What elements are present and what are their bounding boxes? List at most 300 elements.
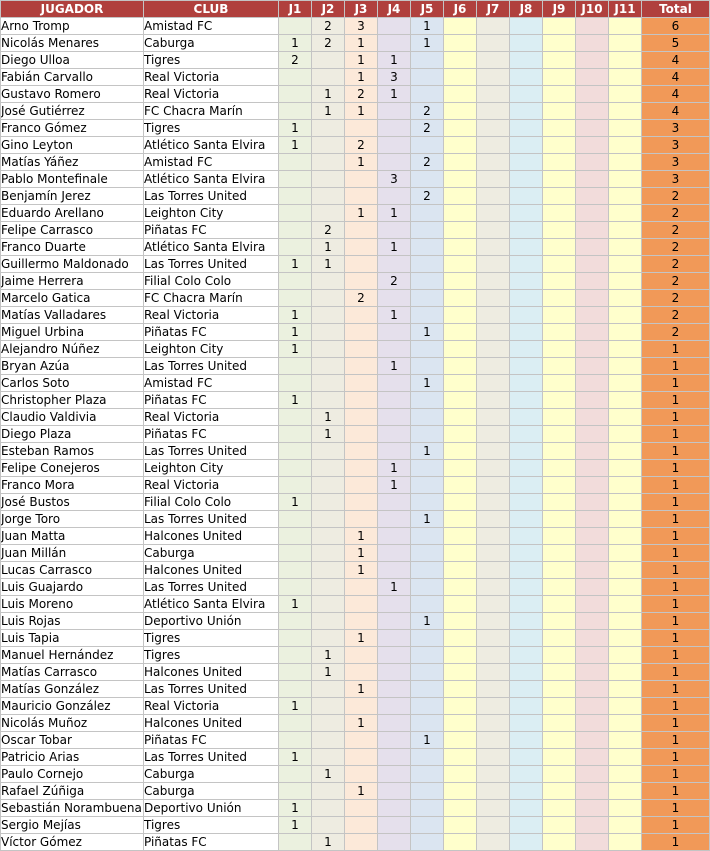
round-j11-cell[interactable] <box>609 545 642 562</box>
player-cell[interactable]: Franco Gómez <box>1 120 144 137</box>
round-j2-cell[interactable] <box>312 392 345 409</box>
round-j9-cell[interactable] <box>543 732 576 749</box>
round-j8-cell[interactable] <box>510 273 543 290</box>
round-j1-cell[interactable] <box>279 613 312 630</box>
player-cell[interactable]: Carlos Soto <box>1 375 144 392</box>
round-j8-cell[interactable] <box>510 715 543 732</box>
round-j7-cell[interactable] <box>477 783 510 800</box>
round-j4-cell[interactable]: 1 <box>378 579 411 596</box>
round-j3-cell[interactable]: 1 <box>345 205 378 222</box>
round-j4-cell[interactable] <box>378 817 411 834</box>
round-j5-cell[interactable] <box>411 171 444 188</box>
round-j6-cell[interactable] <box>444 460 477 477</box>
round-j2-cell[interactable] <box>312 494 345 511</box>
total-cell[interactable]: 1 <box>642 528 710 545</box>
round-j8-cell[interactable] <box>510 392 543 409</box>
round-j11-cell[interactable] <box>609 732 642 749</box>
player-cell[interactable]: Franco Duarte <box>1 239 144 256</box>
round-j7-cell[interactable] <box>477 324 510 341</box>
round-j1-cell[interactable] <box>279 205 312 222</box>
round-j10-cell[interactable] <box>576 188 609 205</box>
club-cell[interactable]: Caburga <box>144 545 279 562</box>
round-j1-cell[interactable] <box>279 154 312 171</box>
round-j3-cell[interactable] <box>345 613 378 630</box>
round-j6-cell[interactable] <box>444 273 477 290</box>
round-j11-cell[interactable] <box>609 749 642 766</box>
total-cell[interactable]: 1 <box>642 800 710 817</box>
club-cell[interactable]: Real Victoria <box>144 477 279 494</box>
round-j10-cell[interactable] <box>576 103 609 120</box>
round-j7-cell[interactable] <box>477 800 510 817</box>
round-j6-cell[interactable] <box>444 341 477 358</box>
round-j11-cell[interactable] <box>609 35 642 52</box>
total-cell[interactable]: 6 <box>642 18 710 35</box>
round-j9-cell[interactable] <box>543 766 576 783</box>
header-j5[interactable]: J5 <box>411 1 444 18</box>
round-j6-cell[interactable] <box>444 392 477 409</box>
round-j3-cell[interactable] <box>345 358 378 375</box>
club-cell[interactable]: Deportivo Unión <box>144 800 279 817</box>
club-cell[interactable]: Las Torres United <box>144 749 279 766</box>
round-j5-cell[interactable]: 1 <box>411 324 444 341</box>
club-cell[interactable]: Real Victoria <box>144 307 279 324</box>
round-j11-cell[interactable] <box>609 69 642 86</box>
total-cell[interactable]: 3 <box>642 154 710 171</box>
round-j5-cell[interactable] <box>411 52 444 69</box>
round-j7-cell[interactable] <box>477 137 510 154</box>
total-cell[interactable]: 5 <box>642 35 710 52</box>
round-j1-cell[interactable] <box>279 222 312 239</box>
round-j11-cell[interactable] <box>609 647 642 664</box>
round-j6-cell[interactable] <box>444 477 477 494</box>
round-j9-cell[interactable] <box>543 409 576 426</box>
round-j3-cell[interactable] <box>345 392 378 409</box>
club-cell[interactable]: Real Victoria <box>144 69 279 86</box>
round-j1-cell[interactable] <box>279 630 312 647</box>
round-j2-cell[interactable] <box>312 477 345 494</box>
round-j6-cell[interactable] <box>444 834 477 851</box>
player-cell[interactable]: Juan Matta <box>1 528 144 545</box>
round-j6-cell[interactable] <box>444 188 477 205</box>
round-j6-cell[interactable] <box>444 698 477 715</box>
round-j3-cell[interactable] <box>345 647 378 664</box>
round-j11-cell[interactable] <box>609 205 642 222</box>
round-j10-cell[interactable] <box>576 511 609 528</box>
round-j9-cell[interactable] <box>543 494 576 511</box>
round-j5-cell[interactable]: 1 <box>411 613 444 630</box>
round-j8-cell[interactable] <box>510 205 543 222</box>
round-j4-cell[interactable]: 2 <box>378 273 411 290</box>
round-j10-cell[interactable] <box>576 341 609 358</box>
round-j1-cell[interactable] <box>279 562 312 579</box>
club-cell[interactable]: Halcones United <box>144 528 279 545</box>
round-j8-cell[interactable] <box>510 409 543 426</box>
round-j4-cell[interactable] <box>378 681 411 698</box>
round-j8-cell[interactable] <box>510 222 543 239</box>
club-cell[interactable]: FC Chacra Marín <box>144 103 279 120</box>
round-j7-cell[interactable] <box>477 494 510 511</box>
round-j1-cell[interactable]: 1 <box>279 256 312 273</box>
player-cell[interactable]: José Bustos <box>1 494 144 511</box>
header-club[interactable]: CLUB <box>144 1 279 18</box>
player-cell[interactable]: Luis Guajardo <box>1 579 144 596</box>
round-j6-cell[interactable] <box>444 409 477 426</box>
round-j6-cell[interactable] <box>444 681 477 698</box>
round-j4-cell[interactable] <box>378 120 411 137</box>
round-j2-cell[interactable] <box>312 137 345 154</box>
round-j7-cell[interactable] <box>477 698 510 715</box>
round-j10-cell[interactable] <box>576 392 609 409</box>
round-j6-cell[interactable] <box>444 154 477 171</box>
round-j8-cell[interactable] <box>510 375 543 392</box>
total-cell[interactable]: 1 <box>642 460 710 477</box>
round-j5-cell[interactable]: 1 <box>411 375 444 392</box>
round-j9-cell[interactable] <box>543 341 576 358</box>
player-cell[interactable]: Fabián Carvallo <box>1 69 144 86</box>
player-cell[interactable]: Nicolás Menares <box>1 35 144 52</box>
round-j7-cell[interactable] <box>477 477 510 494</box>
round-j5-cell[interactable]: 1 <box>411 18 444 35</box>
round-j3-cell[interactable]: 1 <box>345 562 378 579</box>
round-j11-cell[interactable] <box>609 800 642 817</box>
total-cell[interactable]: 1 <box>642 783 710 800</box>
round-j10-cell[interactable] <box>576 256 609 273</box>
round-j4-cell[interactable] <box>378 494 411 511</box>
round-j3-cell[interactable] <box>345 341 378 358</box>
round-j5-cell[interactable] <box>411 494 444 511</box>
round-j9-cell[interactable] <box>543 664 576 681</box>
club-cell[interactable]: Tigres <box>144 630 279 647</box>
round-j6-cell[interactable] <box>444 69 477 86</box>
round-j11-cell[interactable] <box>609 562 642 579</box>
round-j11-cell[interactable] <box>609 460 642 477</box>
round-j5-cell[interactable] <box>411 562 444 579</box>
round-j9-cell[interactable] <box>543 817 576 834</box>
round-j3-cell[interactable] <box>345 664 378 681</box>
round-j10-cell[interactable] <box>576 460 609 477</box>
total-cell[interactable]: 4 <box>642 103 710 120</box>
round-j4-cell[interactable]: 1 <box>378 477 411 494</box>
round-j1-cell[interactable] <box>279 69 312 86</box>
round-j7-cell[interactable] <box>477 392 510 409</box>
round-j11-cell[interactable] <box>609 273 642 290</box>
total-cell[interactable]: 1 <box>642 630 710 647</box>
round-j3-cell[interactable] <box>345 273 378 290</box>
round-j4-cell[interactable] <box>378 732 411 749</box>
club-cell[interactable]: Las Torres United <box>144 511 279 528</box>
round-j2-cell[interactable] <box>312 715 345 732</box>
round-j5-cell[interactable] <box>411 698 444 715</box>
round-j9-cell[interactable] <box>543 290 576 307</box>
round-j9-cell[interactable] <box>543 681 576 698</box>
round-j3-cell[interactable] <box>345 698 378 715</box>
round-j10-cell[interactable] <box>576 307 609 324</box>
round-j1-cell[interactable]: 1 <box>279 698 312 715</box>
total-cell[interactable]: 2 <box>642 290 710 307</box>
round-j6-cell[interactable] <box>444 324 477 341</box>
round-j3-cell[interactable] <box>345 800 378 817</box>
round-j4-cell[interactable] <box>378 562 411 579</box>
round-j1-cell[interactable] <box>279 545 312 562</box>
round-j8-cell[interactable] <box>510 596 543 613</box>
total-cell[interactable]: 2 <box>642 256 710 273</box>
round-j1-cell[interactable]: 1 <box>279 35 312 52</box>
club-cell[interactable]: Tigres <box>144 817 279 834</box>
round-j11-cell[interactable] <box>609 256 642 273</box>
round-j10-cell[interactable] <box>576 766 609 783</box>
round-j4-cell[interactable] <box>378 596 411 613</box>
round-j9-cell[interactable] <box>543 528 576 545</box>
round-j9-cell[interactable] <box>543 86 576 103</box>
round-j11-cell[interactable] <box>609 426 642 443</box>
round-j4-cell[interactable]: 3 <box>378 171 411 188</box>
round-j10-cell[interactable] <box>576 120 609 137</box>
header-player[interactable]: JUGADOR <box>1 1 144 18</box>
round-j3-cell[interactable]: 2 <box>345 137 378 154</box>
round-j8-cell[interactable] <box>510 613 543 630</box>
club-cell[interactable]: Piñatas FC <box>144 222 279 239</box>
round-j2-cell[interactable] <box>312 171 345 188</box>
total-cell[interactable]: 1 <box>642 647 710 664</box>
round-j7-cell[interactable] <box>477 664 510 681</box>
total-cell[interactable]: 1 <box>642 817 710 834</box>
round-j8-cell[interactable] <box>510 766 543 783</box>
round-j7-cell[interactable] <box>477 307 510 324</box>
round-j7-cell[interactable] <box>477 596 510 613</box>
round-j3-cell[interactable]: 1 <box>345 103 378 120</box>
round-j3-cell[interactable]: 1 <box>345 52 378 69</box>
round-j11-cell[interactable] <box>609 681 642 698</box>
round-j8-cell[interactable] <box>510 188 543 205</box>
round-j4-cell[interactable] <box>378 698 411 715</box>
round-j4-cell[interactable] <box>378 766 411 783</box>
player-cell[interactable]: Mauricio González <box>1 698 144 715</box>
round-j2-cell[interactable]: 1 <box>312 239 345 256</box>
round-j5-cell[interactable] <box>411 460 444 477</box>
round-j4-cell[interactable]: 1 <box>378 358 411 375</box>
player-cell[interactable]: Jorge Toro <box>1 511 144 528</box>
round-j4-cell[interactable] <box>378 630 411 647</box>
header-j2[interactable]: J2 <box>312 1 345 18</box>
round-j8-cell[interactable] <box>510 630 543 647</box>
round-j11-cell[interactable] <box>609 52 642 69</box>
round-j10-cell[interactable] <box>576 834 609 851</box>
player-cell[interactable]: Luis Moreno <box>1 596 144 613</box>
round-j9-cell[interactable] <box>543 103 576 120</box>
club-cell[interactable]: Leighton City <box>144 205 279 222</box>
round-j9-cell[interactable] <box>543 545 576 562</box>
round-j4-cell[interactable] <box>378 154 411 171</box>
round-j4-cell[interactable] <box>378 375 411 392</box>
round-j1-cell[interactable] <box>279 426 312 443</box>
club-cell[interactable]: FC Chacra Marín <box>144 290 279 307</box>
round-j8-cell[interactable] <box>510 307 543 324</box>
round-j2-cell[interactable]: 1 <box>312 766 345 783</box>
round-j2-cell[interactable] <box>312 120 345 137</box>
round-j4-cell[interactable]: 1 <box>378 460 411 477</box>
round-j10-cell[interactable] <box>576 579 609 596</box>
round-j3-cell[interactable] <box>345 171 378 188</box>
round-j4-cell[interactable] <box>378 324 411 341</box>
round-j2-cell[interactable] <box>312 358 345 375</box>
round-j7-cell[interactable] <box>477 171 510 188</box>
club-cell[interactable]: Deportivo Unión <box>144 613 279 630</box>
round-j4-cell[interactable] <box>378 647 411 664</box>
round-j7-cell[interactable] <box>477 256 510 273</box>
round-j11-cell[interactable] <box>609 358 642 375</box>
round-j3-cell[interactable] <box>345 732 378 749</box>
round-j7-cell[interactable] <box>477 749 510 766</box>
round-j1-cell[interactable] <box>279 732 312 749</box>
round-j8-cell[interactable] <box>510 52 543 69</box>
round-j8-cell[interactable] <box>510 341 543 358</box>
round-j11-cell[interactable] <box>609 239 642 256</box>
round-j11-cell[interactable] <box>609 698 642 715</box>
round-j4-cell[interactable] <box>378 715 411 732</box>
round-j7-cell[interactable] <box>477 647 510 664</box>
round-j1-cell[interactable] <box>279 171 312 188</box>
round-j6-cell[interactable] <box>444 86 477 103</box>
round-j2-cell[interactable] <box>312 69 345 86</box>
player-cell[interactable]: Franco Mora <box>1 477 144 494</box>
round-j4-cell[interactable] <box>378 137 411 154</box>
round-j4-cell[interactable] <box>378 426 411 443</box>
round-j1-cell[interactable] <box>279 18 312 35</box>
round-j9-cell[interactable] <box>543 426 576 443</box>
round-j2-cell[interactable]: 1 <box>312 103 345 120</box>
club-cell[interactable]: Caburga <box>144 766 279 783</box>
round-j5-cell[interactable] <box>411 222 444 239</box>
club-cell[interactable]: Las Torres United <box>144 579 279 596</box>
round-j9-cell[interactable] <box>543 800 576 817</box>
round-j6-cell[interactable] <box>444 103 477 120</box>
round-j1-cell[interactable] <box>279 358 312 375</box>
round-j7-cell[interactable] <box>477 120 510 137</box>
round-j3-cell[interactable]: 1 <box>345 35 378 52</box>
round-j6-cell[interactable] <box>444 120 477 137</box>
round-j1-cell[interactable] <box>279 766 312 783</box>
round-j7-cell[interactable] <box>477 681 510 698</box>
round-j6-cell[interactable] <box>444 35 477 52</box>
player-cell[interactable]: Arno Tromp <box>1 18 144 35</box>
round-j11-cell[interactable] <box>609 817 642 834</box>
round-j10-cell[interactable] <box>576 562 609 579</box>
club-cell[interactable]: Caburga <box>144 35 279 52</box>
round-j10-cell[interactable] <box>576 171 609 188</box>
round-j1-cell[interactable]: 1 <box>279 137 312 154</box>
round-j6-cell[interactable] <box>444 511 477 528</box>
round-j7-cell[interactable] <box>477 528 510 545</box>
round-j11-cell[interactable] <box>609 154 642 171</box>
club-cell[interactable]: Las Torres United <box>144 256 279 273</box>
round-j3-cell[interactable]: 1 <box>345 630 378 647</box>
round-j11-cell[interactable] <box>609 494 642 511</box>
round-j6-cell[interactable] <box>444 800 477 817</box>
player-cell[interactable]: Diego Ulloa <box>1 52 144 69</box>
round-j4-cell[interactable] <box>378 511 411 528</box>
round-j6-cell[interactable] <box>444 715 477 732</box>
round-j6-cell[interactable] <box>444 18 477 35</box>
round-j10-cell[interactable] <box>576 290 609 307</box>
round-j2-cell[interactable] <box>312 681 345 698</box>
round-j8-cell[interactable] <box>510 69 543 86</box>
total-cell[interactable]: 2 <box>642 205 710 222</box>
round-j5-cell[interactable] <box>411 817 444 834</box>
round-j8-cell[interactable] <box>510 834 543 851</box>
round-j7-cell[interactable] <box>477 52 510 69</box>
round-j10-cell[interactable] <box>576 613 609 630</box>
round-j10-cell[interactable] <box>576 664 609 681</box>
round-j2-cell[interactable] <box>312 800 345 817</box>
round-j4-cell[interactable] <box>378 545 411 562</box>
round-j4-cell[interactable] <box>378 528 411 545</box>
round-j11-cell[interactable] <box>609 613 642 630</box>
player-cell[interactable]: Sergio Mejías <box>1 817 144 834</box>
round-j1-cell[interactable] <box>279 188 312 205</box>
round-j9-cell[interactable] <box>543 783 576 800</box>
round-j2-cell[interactable] <box>312 205 345 222</box>
round-j8-cell[interactable] <box>510 137 543 154</box>
round-j8-cell[interactable] <box>510 358 543 375</box>
round-j6-cell[interactable] <box>444 579 477 596</box>
header-j10[interactable]: J10 <box>576 1 609 18</box>
round-j1-cell[interactable] <box>279 783 312 800</box>
round-j1-cell[interactable]: 1 <box>279 800 312 817</box>
round-j9-cell[interactable] <box>543 154 576 171</box>
total-cell[interactable]: 1 <box>642 426 710 443</box>
round-j9-cell[interactable] <box>543 460 576 477</box>
round-j6-cell[interactable] <box>444 52 477 69</box>
round-j5-cell[interactable]: 1 <box>411 35 444 52</box>
total-cell[interactable]: 1 <box>642 562 710 579</box>
round-j3-cell[interactable]: 2 <box>345 290 378 307</box>
round-j11-cell[interactable] <box>609 477 642 494</box>
total-cell[interactable]: 2 <box>642 273 710 290</box>
round-j7-cell[interactable] <box>477 834 510 851</box>
round-j6-cell[interactable] <box>444 528 477 545</box>
round-j1-cell[interactable] <box>279 664 312 681</box>
round-j10-cell[interactable] <box>576 800 609 817</box>
round-j4-cell[interactable]: 1 <box>378 52 411 69</box>
round-j1-cell[interactable]: 1 <box>279 494 312 511</box>
round-j3-cell[interactable] <box>345 596 378 613</box>
round-j8-cell[interactable] <box>510 460 543 477</box>
round-j3-cell[interactable]: 1 <box>345 69 378 86</box>
round-j11-cell[interactable] <box>609 409 642 426</box>
total-cell[interactable]: 2 <box>642 324 710 341</box>
round-j5-cell[interactable]: 2 <box>411 188 444 205</box>
round-j11-cell[interactable] <box>609 86 642 103</box>
round-j5-cell[interactable] <box>411 783 444 800</box>
player-cell[interactable]: Felipe Conejeros <box>1 460 144 477</box>
round-j5-cell[interactable] <box>411 239 444 256</box>
round-j6-cell[interactable] <box>444 732 477 749</box>
round-j2-cell[interactable] <box>312 290 345 307</box>
round-j5-cell[interactable] <box>411 341 444 358</box>
round-j8-cell[interactable] <box>510 579 543 596</box>
player-cell[interactable]: Gustavo Romero <box>1 86 144 103</box>
total-cell[interactable]: 1 <box>642 579 710 596</box>
total-cell[interactable]: 3 <box>642 120 710 137</box>
round-j1-cell[interactable] <box>279 375 312 392</box>
round-j10-cell[interactable] <box>576 596 609 613</box>
total-cell[interactable]: 1 <box>642 477 710 494</box>
player-cell[interactable]: Eduardo Arellano <box>1 205 144 222</box>
round-j2-cell[interactable] <box>312 545 345 562</box>
round-j1-cell[interactable]: 2 <box>279 52 312 69</box>
round-j3-cell[interactable] <box>345 511 378 528</box>
round-j3-cell[interactable]: 3 <box>345 18 378 35</box>
